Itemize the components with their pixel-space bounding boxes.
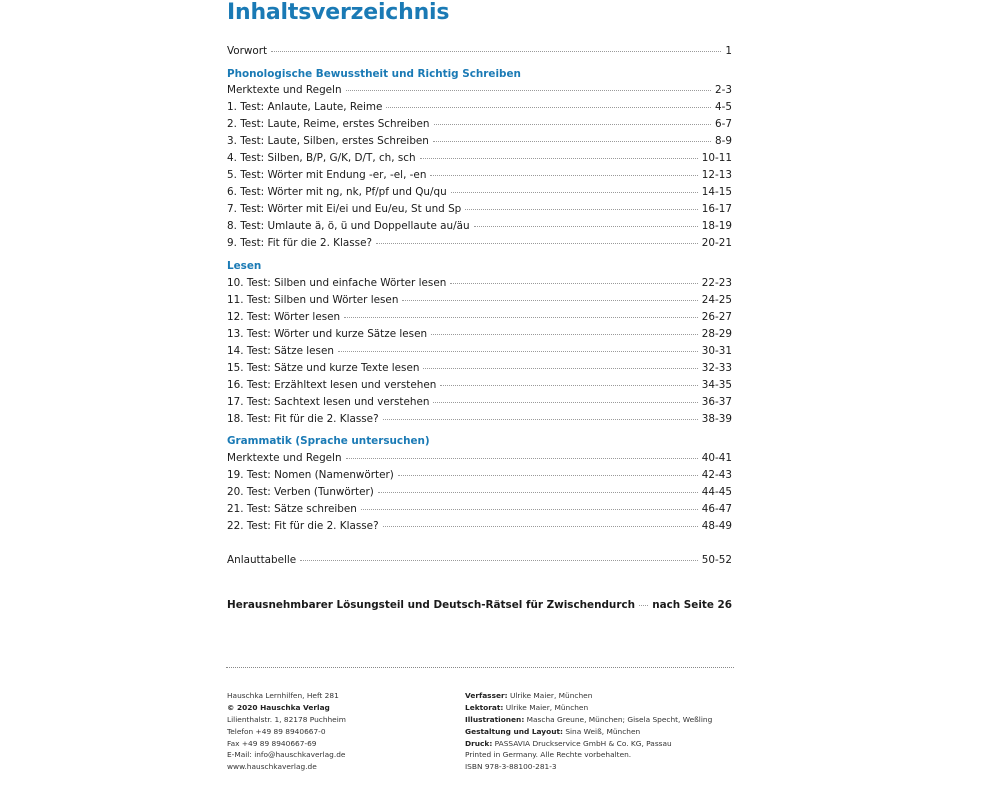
dot-leader — [434, 114, 712, 125]
toc-entry[interactable] — [227, 501, 732, 517]
toc-entry[interactable] — [227, 292, 732, 308]
imprint-fax: Fax +49 89 8940667-69 — [227, 738, 317, 748]
dot-leader — [423, 358, 697, 369]
imprint-phone: Telefon +49 89 8940667-0 — [227, 726, 326, 736]
toc-entry[interactable] — [227, 218, 732, 234]
imprint-credit-line: Lektorat: Ulrike Maier, München — [465, 702, 589, 712]
toc-entry-page: 4-5 — [715, 101, 732, 113]
toc-entry-page: 38-39 — [701, 413, 732, 425]
toc-entry-page: 8-9 — [715, 135, 732, 147]
toc-entry[interactable] — [227, 343, 732, 359]
toc-entry-loesungsteil[interactable] — [227, 597, 732, 613]
imprint-rights: Printed in Germany. Alle Rechte vorbehalten. — [465, 750, 632, 760]
toc-entry-page: 20-21 — [701, 237, 732, 249]
toc-entry-label: 9. Test: Fit für die 2. Klasse? — [227, 237, 372, 249]
dot-leader — [346, 80, 711, 91]
imprint-isbn: ISBN 978-3-88100-281-3 — [465, 762, 557, 772]
dot-leader — [398, 465, 698, 476]
dot-leader — [450, 273, 697, 284]
toc-entry-label: 3. Test: Laute, Silben, erstes Schreiben — [227, 135, 429, 147]
toc-entry-page: 14-15 — [701, 186, 732, 198]
toc-entry-label: Merktexte und Regeln — [227, 84, 342, 96]
toc-entry-label: Anlauttabelle — [227, 554, 297, 566]
toc-entry-label: 7. Test: Wörter mit Ei/ei und Eu/eu, St und Sp — [227, 203, 462, 215]
toc-entry[interactable] — [227, 309, 732, 325]
toc-entry-label: 12. Test: Wörter lesen — [227, 311, 341, 323]
toc-entry-label: 14. Test: Sätze lesen — [227, 345, 334, 357]
toc-entry-page: 46-47 — [701, 503, 732, 515]
toc-entry-label: 11. Test: Silben und Wörter lesen — [227, 294, 399, 306]
toc-entry-label: 17. Test: Sachtext lesen und verstehen — [227, 396, 430, 408]
toc-entry-label: Herausnehmbarer Lösungsteil und Deutsch-Rätsel für Zwischendurch — [227, 599, 635, 611]
toc-entry-label: 4. Test: Silben, B/P, G/K, D/T, ch, sch — [227, 152, 416, 164]
toc-entry-label: 15. Test: Sätze und kurze Texte lesen — [227, 362, 420, 374]
toc-entry-page: 32-33 — [701, 362, 732, 374]
imprint-website[interactable]: www.hauschkaverlag.de — [227, 762, 317, 772]
toc-entry[interactable] — [227, 116, 732, 132]
toc-entry-page: 44-45 — [701, 486, 732, 498]
dot-leader — [383, 516, 698, 527]
dot-leader — [431, 324, 698, 335]
toc-entry-anlauttabelle[interactable] — [227, 552, 732, 568]
imprint-address: Lilienthalstr. 1, 82178 Puchheim — [227, 714, 346, 724]
toc-entry-page: 18-19 — [701, 220, 732, 232]
toc-entry-page: 28-29 — [701, 328, 732, 340]
toc-entry-label: 13. Test: Wörter und kurze Sätze lesen — [227, 328, 428, 340]
toc-entry[interactable] — [227, 184, 732, 200]
dot-leader — [386, 97, 711, 108]
dot-leader — [440, 375, 697, 386]
toc-entry[interactable] — [227, 99, 732, 115]
footer-separator — [226, 667, 734, 668]
toc-entry-label: 21. Test: Sätze schreiben — [227, 503, 357, 515]
toc-entry-page: 40-41 — [701, 452, 732, 464]
section-heading-grammatik: Grammatik (Sprache untersuchen) — [227, 435, 430, 447]
toc-entry[interactable] — [227, 201, 732, 217]
dot-leader — [451, 182, 698, 193]
dot-leader — [465, 199, 698, 210]
imprint-credit-line: Druck: PASSAVIA Druckservice GmbH & Co. KG, Passau — [465, 738, 672, 748]
toc-entry-page: 34-35 — [701, 379, 732, 391]
dot-leader — [430, 165, 697, 176]
toc-entry-label: 8. Test: Umlaute ä, ö, ü und Doppellaute au/äu — [227, 220, 470, 232]
toc-entry[interactable] — [227, 450, 732, 466]
section-heading-lesen: Lesen — [227, 260, 262, 272]
toc-entry-label: 2. Test: Laute, Reime, erstes Schreiben — [227, 118, 430, 130]
toc-entry-page: 12-13 — [701, 169, 732, 181]
toc-entry-page: 22-23 — [701, 277, 732, 289]
toc-entry-page: 36-37 — [701, 396, 732, 408]
dot-leader — [639, 595, 648, 606]
dot-leader — [378, 482, 698, 493]
toc-entry-page: 24-25 — [701, 294, 732, 306]
toc-entry-label: 1. Test: Anlaute, Laute, Reime — [227, 101, 383, 113]
imprint-credit-line: Gestaltung und Layout: Sina Weiß, München — [465, 726, 641, 736]
toc-entry-label: 16. Test: Erzähltext lesen und verstehen — [227, 379, 437, 391]
dot-leader — [271, 41, 721, 52]
toc-entry[interactable] — [227, 235, 732, 251]
dot-leader — [361, 499, 698, 510]
toc-entry[interactable] — [227, 150, 732, 166]
toc-entry-page: 50-52 — [701, 554, 732, 566]
dot-leader — [300, 550, 698, 561]
dot-leader — [433, 392, 697, 403]
dot-leader — [376, 233, 698, 244]
page-title: Inhaltsverzeichnis — [227, 0, 450, 25]
toc-entry-page: 10-11 — [701, 152, 732, 164]
toc-entry-page: 6-7 — [715, 118, 732, 130]
dot-leader — [402, 290, 697, 301]
toc-entry-label: 5. Test: Wörter mit Endung -er, -el, -en — [227, 169, 427, 181]
imprint-credit-line: Verfasser: Ulrike Maier, München — [465, 691, 593, 700]
toc-entry-page: 2-3 — [715, 84, 732, 96]
toc-entry[interactable] — [227, 377, 732, 393]
toc-entry-label: 19. Test: Nomen (Namenwörter) — [227, 469, 394, 481]
toc-entry-page: nach Seite 26 — [652, 599, 732, 611]
toc-entry-vorwort[interactable] — [227, 43, 732, 59]
toc-entry-page: 1 — [725, 45, 732, 57]
toc-entry[interactable] — [227, 360, 732, 376]
dot-leader — [338, 341, 698, 352]
dot-leader — [474, 216, 698, 227]
toc-entry-page: 30-31 — [701, 345, 732, 357]
toc-entry[interactable] — [227, 133, 732, 149]
dot-leader — [420, 148, 698, 159]
imprint-publisher — [227, 690, 346, 773]
imprint-credits — [465, 690, 712, 773]
toc-entry-label: 6. Test: Wörter mit ng, nk, Pf/pf und Qu/qu — [227, 186, 447, 198]
imprint-email[interactable]: E-Mail: info@hauschkaverlag.de — [227, 750, 346, 760]
toc-entry-page: 48-49 — [701, 520, 732, 532]
toc-entry-label: 20. Test: Verben (Tunwörter) — [227, 486, 374, 498]
dot-leader — [383, 409, 698, 420]
toc-entry[interactable] — [227, 518, 732, 534]
toc-entry-page: 16-17 — [701, 203, 732, 215]
toc-entry[interactable] — [227, 167, 732, 183]
imprint-copyright: © 2020 Hauschka Verlag — [227, 702, 330, 712]
imprint-series: Hauschka Lernhilfen, Heft 281 — [227, 691, 339, 700]
toc-entry-label: 22. Test: Fit für die 2. Klasse? — [227, 520, 379, 532]
toc-entry-page: 42-43 — [701, 469, 732, 481]
toc-entry-label: 10. Test: Silben und einfache Wörter lesen — [227, 277, 447, 289]
toc-entry-label: Merktexte und Regeln — [227, 452, 342, 464]
dot-leader — [346, 448, 698, 459]
toc-entry[interactable] — [227, 275, 732, 291]
toc-entry[interactable] — [227, 326, 732, 342]
toc-entry[interactable] — [227, 411, 732, 427]
toc-entry-label: 18. Test: Fit für die 2. Klasse? — [227, 413, 379, 425]
toc-entry[interactable] — [227, 394, 732, 410]
toc-entry-label: Vorwort — [227, 45, 268, 57]
imprint-credit-line: Illustrationen: Mascha Greune, München; Gisela Specht, Weßling — [465, 714, 713, 724]
toc-entry[interactable] — [227, 82, 732, 98]
dot-leader — [344, 307, 698, 318]
toc-entry-page: 26-27 — [701, 311, 732, 323]
toc-entry[interactable] — [227, 467, 732, 483]
dot-leader — [433, 131, 711, 142]
toc-entry[interactable] — [227, 484, 732, 500]
section-heading-phonologie: Phonologische Bewusstheit und Richtig Schreiben — [227, 68, 521, 80]
